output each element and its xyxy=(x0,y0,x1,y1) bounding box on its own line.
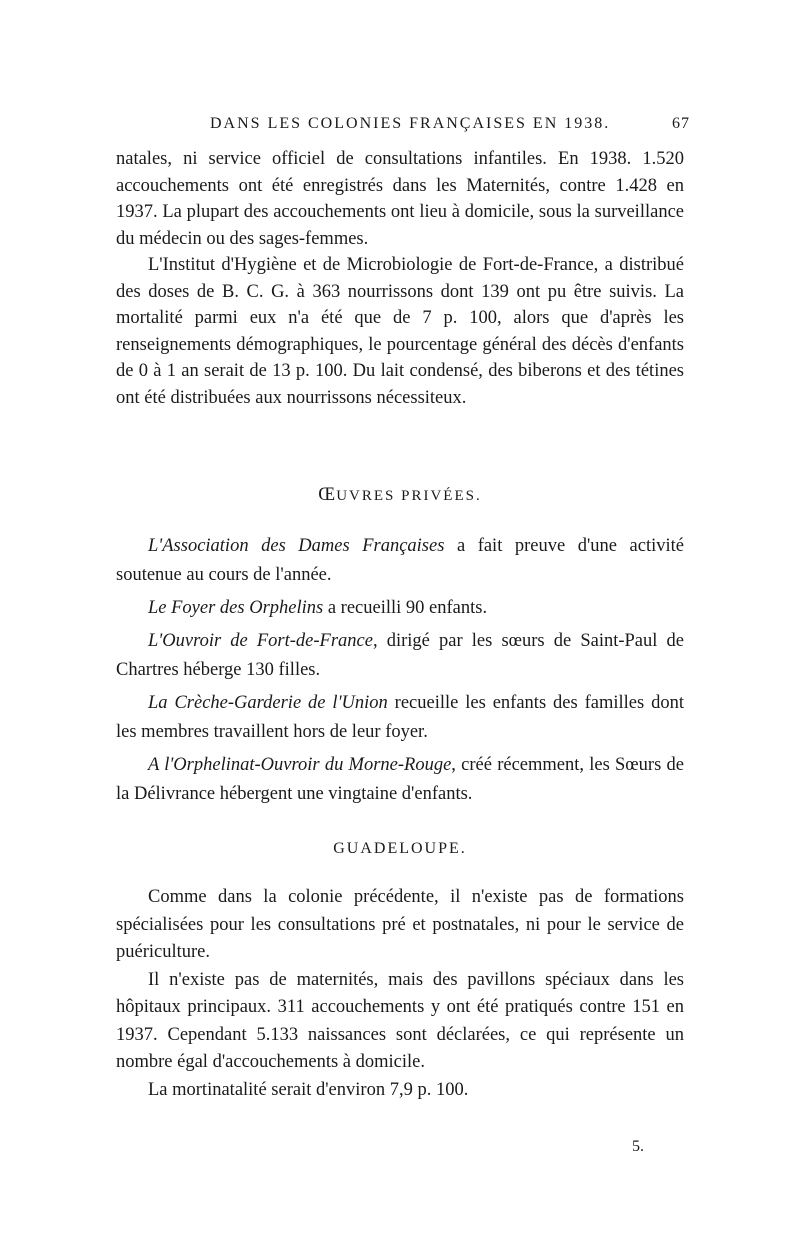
institution-name: L'Ouvroir de Fort-de-France xyxy=(148,631,373,651)
paragraph-mortinatalite: La mortinatalité serait d'environ 7,9 p. 100. xyxy=(148,1079,469,1100)
institution-name: A l'Orphelinat-Ouvroir du Morne-Rouge xyxy=(148,755,452,775)
running-title: DANS LES COLONIES FRANÇAISES EN 1938. xyxy=(210,115,611,132)
paragraph-institut-hygiene: L'Institut d'Hygiène et de Microbiologie de Fort-de-France, a distribué des doses de B. C. G. à 363 nourrissons dont 139 ont pu être suivis. La mortalité parmi eux n'a été que de 7 p. 100, alors que d'après les renseignements démographiques, le pourcentage général des décès d'enfants de 0 à 1 an serait de 13 p. 100. Du lait condensé, des biberons et des tétines ont été distribuées aux nourrissons nécessiteux. xyxy=(116,255,684,408)
heading-initial: Œ xyxy=(318,484,337,505)
institution-name: Le Foyer des Orphelins xyxy=(148,598,324,618)
list-item: L'Association des Dames Françaises a fait preuve d'une activité soutenue au cours de l'année. xyxy=(116,536,684,585)
list-item: A l'Orphelinat-Ouvroir du Morne-Rouge, créé récemment, les Sœurs de la Délivrance hébergent une vingtaine d'enfants. xyxy=(116,755,684,804)
heading-guadeloupe: GUADELOUPE. xyxy=(333,840,467,857)
page-number: 67 xyxy=(672,115,690,132)
paragraph-maternities: natales, ni service officiel de consultations infantiles. En 1938. 1.520 accouchements ont été enregistrés dans les Maternités, contre 1.428 en 1937. La plupart des accouchements ont lieu à domicile, sous la surveillance du médecin ou des sages-femmes. xyxy=(116,149,684,249)
section-oeuvres-privees xyxy=(116,532,684,813)
section-martinique-public xyxy=(116,146,684,411)
list-item: L'Ouvroir de Fort-de-France, dirigé par les sœurs de Saint-Paul de Chartres héberge 130 filles. xyxy=(116,631,684,680)
institution-name: L'Association des Dames Françaises xyxy=(148,536,445,556)
institution-name: La Crèche-Garderie de l'Union xyxy=(148,693,388,713)
list-item: La Crèche-Garderie de l'Union recueille les enfants des familles dont les membres travaillent hors de leur foyer. xyxy=(116,693,684,742)
paragraph-maternites: Il n'existe pas de maternités, mais des pavillons spéciaux dans les hôpitaux principaux. 311 accouchements y ont été pratiqués contre 151 en 1937. Cependant 5.133 naissances sont déclarées, ce qui représente un nombre égal d'accouchements à domicile. xyxy=(116,969,684,1072)
heading-oeuvres-privees xyxy=(0,484,800,506)
section-guadeloupe xyxy=(116,884,684,1104)
paragraph-formations: Comme dans la colonie précédente, il n'existe pas de formations spécialisées pour les consultations pré et postnatales, ni pour le service de puériculture. xyxy=(116,887,684,962)
heading-rest: UVRES PRIVÉES. xyxy=(336,488,482,504)
signature-mark: 5. xyxy=(632,1138,644,1155)
list-item: Le Foyer des Orphelins a recueilli 90 enfants. xyxy=(148,598,488,618)
